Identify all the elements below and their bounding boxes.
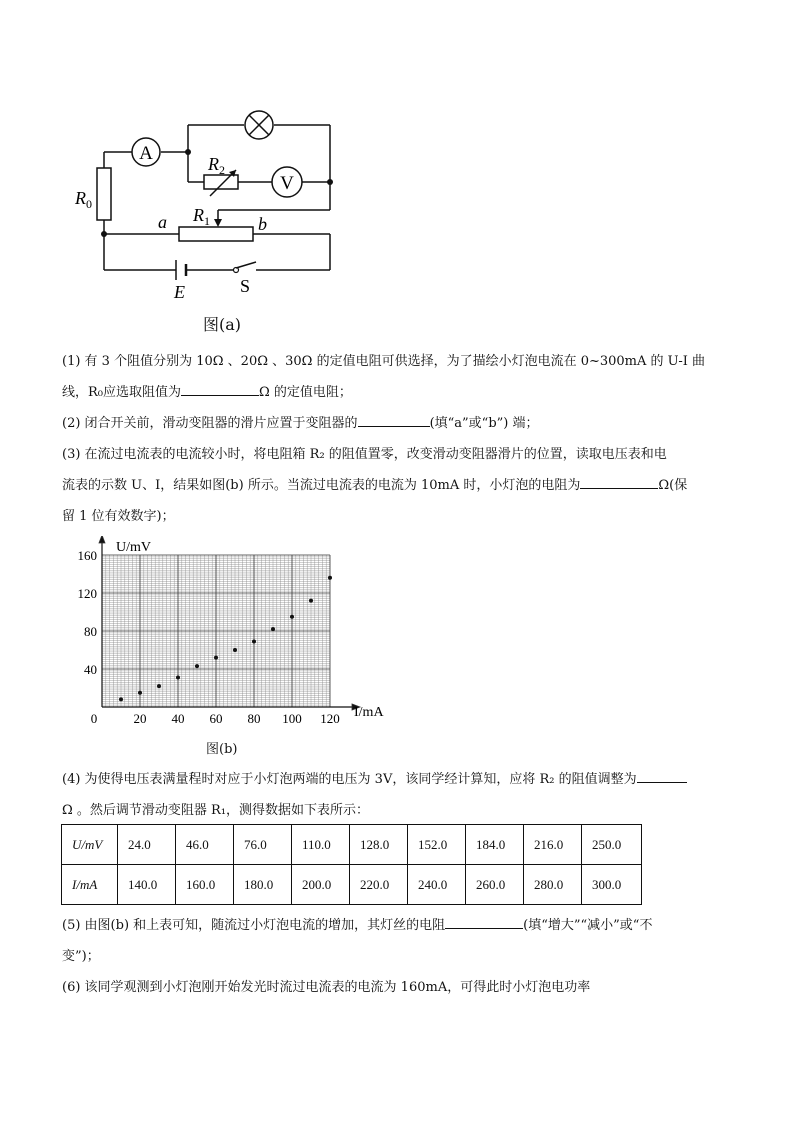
table-cell: 110.0 [292,825,350,865]
figure-b-caption: 图(b) [206,742,238,757]
table-header-i: I/mA [62,865,118,905]
data-point [157,684,161,688]
data-point [252,639,256,643]
table-cell: 216.0 [524,825,582,865]
table-cell: 300.0 [582,865,642,905]
r2-label: R [208,154,219,174]
data-table [61,824,642,905]
figure-a-caption: 图(a) [203,315,242,334]
r0-resistor [97,168,111,220]
y-tick-label: 120 [77,586,97,601]
x-tick-label: 80 [247,711,261,726]
y-tick-label: 40 [84,662,97,677]
r2-resistor-box [204,175,238,189]
svg-text:R0: $R_0$ [75,188,92,211]
r0-label: R [75,188,86,208]
x-axis-label: I/mA [354,705,384,720]
x-tick-label: 20 [133,711,147,726]
data-point [138,691,142,695]
data-point [309,599,313,603]
switch-lever [236,262,256,268]
x-tick-label: 40 [171,711,185,726]
table-cell: 220.0 [350,865,408,905]
table-cell: 250.0 [582,825,642,865]
question-2: (2) 闭合开关前，滑动变阻器的滑片应置于变阻器的 (填“a”或“b”) 端； [62,408,742,439]
switch-label: S [240,276,251,296]
r1-label: R [193,205,204,225]
x-tick-label: 120 [320,711,340,726]
y-tick-label: 80 [84,624,97,639]
y-axis-arrow [99,536,105,543]
x-tick-label: 100 [282,711,302,726]
terminal-a-label: a [158,212,167,232]
data-point [271,627,275,631]
data-point [195,664,199,668]
ammeter-label: A [139,143,153,164]
table-row-u [62,825,642,865]
data-point [328,576,332,580]
table-row-i [62,865,642,905]
x-tick-label: 0 [90,711,98,726]
data-point [290,615,294,619]
table-cell: 180.0 [234,865,292,905]
table-cell: 160.0 [176,865,234,905]
table-cell: 260.0 [466,865,524,905]
table-cell: 24.0 [118,825,176,865]
voltmeter-label: V [280,173,294,194]
question-6: (6) 该同学观测到小灯泡刚开始发光时流过电流表的电流为 160mA，可得此时小灯泡电功率 [62,980,591,995]
question-3: (3) 在流过电流表的电流较小时，将电阻箱 R₂ 的阻值置零，改变滑动变阻器滑片的位置，读取电压表和电 流表的示数 U、I，结果如图(b) 所示。当流过电流表的电流为 10mA 时，小灯泡的电阻为 Ω(保 留 1 位有效数字)； [62,447,688,524]
data-point [119,697,123,701]
y-axis-label: U/mV [116,540,151,555]
data-point [214,656,218,660]
question-4: (4) 为使得电压表满量程时对应于小灯泡两端的电压为 3V，该同学经计算知，应将 R₂ 的阻值调整为 Ω 。然后调节滑动变阻器 R₁，测得数据如下表所示： [62,764,742,826]
table-cell: 280.0 [524,865,582,905]
svg-text:R2: $R_2$ [208,154,225,177]
table-cell: 200.0 [292,865,350,905]
data-point [233,648,237,652]
emf-label: E [174,282,185,302]
table-cell: 240.0 [408,865,466,905]
table-cell: 152.0 [408,825,466,865]
data-point [176,676,180,680]
question-5: (5) 由图(b) 和上表可知，随流过小灯泡电流的增加，其灯丝的电阻 (填“增大”“减小”或“不 变”)； [62,910,742,972]
table-cell: 128.0 [350,825,408,865]
svg-text:R1: $R_1$ [193,205,210,228]
table-cell: 76.0 [234,825,292,865]
question-1: (1) 有 3 个阻值分别为 10Ω 、20Ω 、30Ω 的定值电阻可供选择，为了描绘小灯泡电流在 0~300mA 的 U-I 曲 线，R₀应选取阻值为 Ω 的定值电阻； [62,354,706,400]
table-cell: 184.0 [466,825,524,865]
terminal-b-label: b [258,214,267,234]
table-cell: 46.0 [176,825,234,865]
u-i-scatter-chart [0,536,794,736]
x-tick-label: 60 [209,711,223,726]
table-header-u: U/mV [62,825,118,865]
y-tick-label: 160 [77,548,97,563]
r1-rheostat [179,227,253,241]
table-cell: 140.0 [118,865,176,905]
